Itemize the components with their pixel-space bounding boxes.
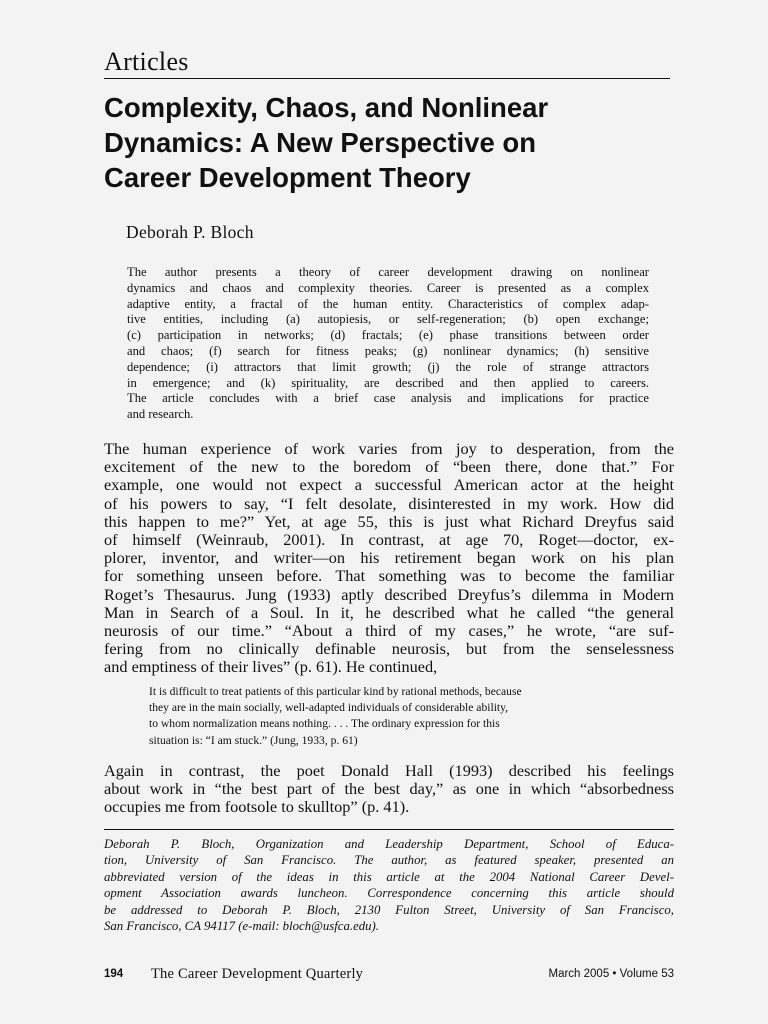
title-line: Complexity, Chaos, and Nonlinear — [104, 92, 549, 123]
body-line: of himself (Weinraub, 2001). In contrast, at age 70, Roget—doctor, ex- — [104, 530, 674, 550]
body-line: example, one would not expect a successful American actor at the height — [104, 475, 674, 495]
abstract-line: tive entities, including (a) autopiesis, or self-regeneration; (b) open exchange; — [127, 312, 649, 327]
abstract-line: dynamics and chaos and complexity theories. Career is presented as a complex — [127, 280, 649, 295]
footnote-line: tion, University of San Francisco. The author, as featured speaker, presented an — [104, 853, 674, 868]
title-line: Dynamics: A New Perspective on — [104, 127, 537, 158]
abstract-line: in emergence; and (k) spirituality, are described and then applied to careers. — [127, 375, 649, 390]
body-line: about work in “the best part of the best day,” as one in which “absorbedness — [104, 779, 674, 799]
body-line: for something unseen before. That something was to become the familiar — [104, 566, 674, 586]
body-line: Again in contrast, the poet Donald Hall (1993) described his feelings — [104, 761, 674, 780]
page-footer — [104, 966, 674, 984]
page-number: 194 — [104, 968, 124, 980]
body-line: excitement of the new to the boredom of “been there, done that.” For — [104, 457, 674, 477]
body-line: this happen to me?” Yet, at age 55, this is just what Richard Dreyfus said — [104, 511, 674, 531]
footnote-line: opment Association awards luncheon. Correspondence concerning this article should — [104, 886, 674, 901]
issue-info: March 2005 • Volume 53 — [548, 968, 674, 980]
footnote-line: abbreviated version of the ideas in this article at the 2004 National Career Devel- — [104, 869, 674, 884]
body-line: of his powers to say, “I felt desolate, disinterested in my work. How did — [104, 493, 674, 513]
body-line: Man in Search of a Soul. In it, he described what he called “the general — [104, 602, 674, 622]
quote-line: they are in the main socially, well-adapted individuals of considerable ability, — [149, 701, 509, 715]
abstract-line: (c) participation in networks; (d) fractals; (e) phase transitions between order — [127, 328, 649, 343]
body-paragraph-2 — [104, 762, 674, 817]
body-line: and emptiness of their lives” (p. 61). He continued, — [104, 657, 438, 677]
body-line: neurosis of our time.” “About a third of my cases,” he wrote, “are suf- — [104, 621, 674, 641]
abstract-line: and chaos; (f) search for fitness peaks; (g) nonlinear dynamics; (h) sensitive — [127, 343, 649, 358]
body-line: plorer, inventor, and writer—on his retirement began work on his plan — [104, 548, 674, 568]
quote-line: It is difficult to treat patients of this particular kind by rational methods, because — [149, 685, 522, 698]
quote-line: situation is: “I am stuck.” (Jung, 1933, p. 61) — [149, 733, 358, 747]
journal-name: The Career Development Quarterly — [151, 966, 364, 982]
quote-line: to whom normalization means nothing. . . . The ordinary expression for this — [149, 717, 500, 731]
body-line: Roget’s Thesaurus. Jung (1933) aptly described Dreyfus’s dilemma in Modern — [104, 584, 674, 604]
abstract — [127, 265, 649, 423]
block-quote — [149, 684, 631, 749]
title-line: Career Development Theory — [104, 162, 471, 193]
body-line: The human experience of work varies from joy to desperation, from the — [104, 439, 674, 458]
footnote-line: Deborah P. Bloch, Organization and Leadership Department, School of Educa- — [104, 837, 674, 851]
section-label: Articles — [104, 47, 189, 76]
abstract-line: The author presents a theory of career development drawing on nonlinear — [127, 265, 649, 279]
footnote-divider — [104, 829, 674, 830]
body-line: fering from no clinically definable neurosis, but from the senselessness — [104, 639, 674, 659]
article-title — [104, 90, 684, 195]
body-paragraph-1 — [104, 440, 674, 677]
abstract-line: dependence; (i) attractors that limit growth; (j) the role of strange attractors — [127, 359, 649, 374]
author-footnote — [104, 836, 674, 934]
body-line: occupies me from footsole to skulltop” (p. 41). — [104, 797, 410, 817]
footnote-line: San Francisco, CA 94117 (e-mail: bloch@usfca.edu). — [104, 919, 380, 934]
abstract-line: adaptive entity, a fractal of the human entity. Characteristics of complex adap- — [127, 296, 649, 311]
abstract-line: and research. — [127, 407, 194, 422]
abstract-line: The article concludes with a brief case analysis and implications for practice — [127, 391, 649, 406]
section-header — [104, 46, 670, 79]
author-name: Deborah P. Bloch — [126, 222, 254, 242]
footnote-line: be addressed to Deborah P. Bloch, 2130 Fulton Street, University of San Francisco, — [104, 902, 674, 917]
